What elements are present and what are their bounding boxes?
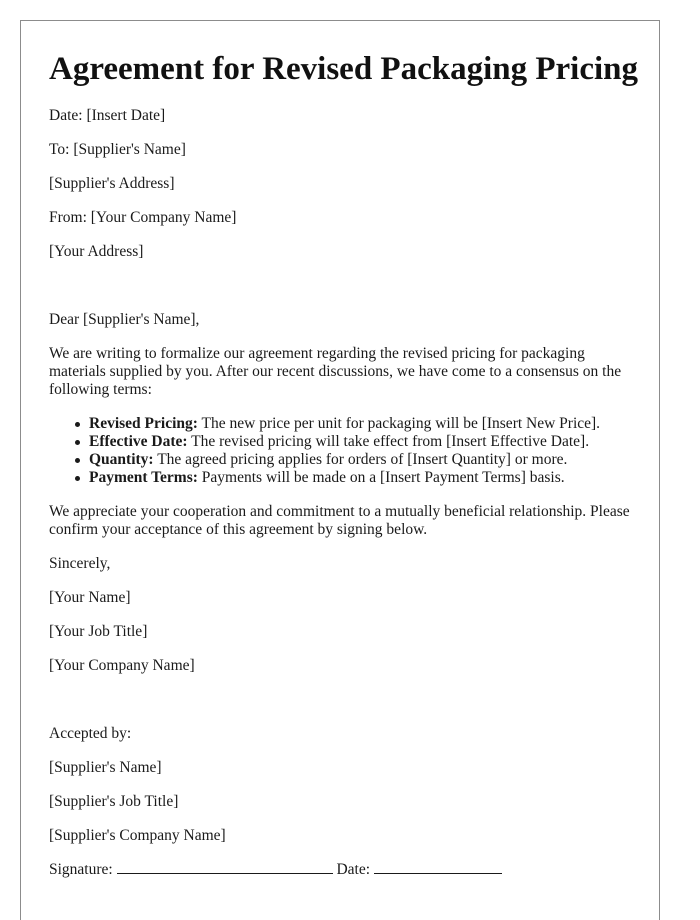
term-label: Effective Date: xyxy=(89,433,188,450)
date-label: Date: xyxy=(336,861,371,878)
sender-line: From: [Your Company Name] xyxy=(49,209,237,226)
term-text: The revised pricing will take effect from [Insert Effective Date]. xyxy=(187,433,590,450)
date-line: Date: [Insert Date] xyxy=(49,107,166,124)
signature-field[interactable] xyxy=(117,861,333,874)
recipient-line: To: [Supplier's Name] xyxy=(49,141,186,158)
supplier-address: [Supplier's Address] xyxy=(49,175,175,192)
acceptance-heading: Accepted by: xyxy=(49,725,132,742)
term-text: The new price per unit for packaging will be [Insert New Price]. xyxy=(197,415,601,432)
closing-paragraph: We appreciate your cooperation and commitment to a mutually beneficial relationship. Please confirm your acceptance of this agreement by signing below. xyxy=(49,503,630,538)
salutation: Dear [Supplier's Name], xyxy=(49,311,200,328)
term-label: Payment Terms: xyxy=(89,469,198,486)
sender-name: [Your Name] xyxy=(49,589,131,606)
term-payment-terms xyxy=(49,469,600,487)
term-text: Payments will be made on a [Insert Payment Terms] basis. xyxy=(197,469,565,486)
sender-company: [Your Company Name] xyxy=(49,657,195,674)
supplier-company: [Supplier's Company Name] xyxy=(49,827,226,844)
terms-list xyxy=(49,415,600,487)
supplier-name: [Supplier's Name] xyxy=(49,759,162,776)
supplier-job-title: [Supplier's Job Title] xyxy=(49,793,179,810)
letter-page xyxy=(20,20,660,920)
document-title: Agreement for Revised Packaging Pricing xyxy=(49,51,639,87)
signature-row xyxy=(49,861,502,879)
term-label: Quantity: xyxy=(89,451,154,468)
sender-address: [Your Address] xyxy=(49,243,144,260)
sign-off: Sincerely, xyxy=(49,555,111,572)
term-quantity xyxy=(49,451,600,469)
date-field[interactable] xyxy=(374,861,502,874)
signature-label: Signature: xyxy=(49,861,113,878)
term-text: The agreed pricing applies for orders of [Insert Quantity] or more. xyxy=(153,451,568,468)
term-revised-pricing xyxy=(49,415,600,433)
intro-paragraph: We are writing to formalize our agreement regarding the revised pricing for packaging materials supplied by you. After our recent discussions, we have come to a consensus on the following terms: xyxy=(49,345,622,398)
term-label: Revised Pricing: xyxy=(89,415,198,432)
term-effective-date xyxy=(49,433,600,451)
sender-job-title: [Your Job Title] xyxy=(49,623,148,640)
